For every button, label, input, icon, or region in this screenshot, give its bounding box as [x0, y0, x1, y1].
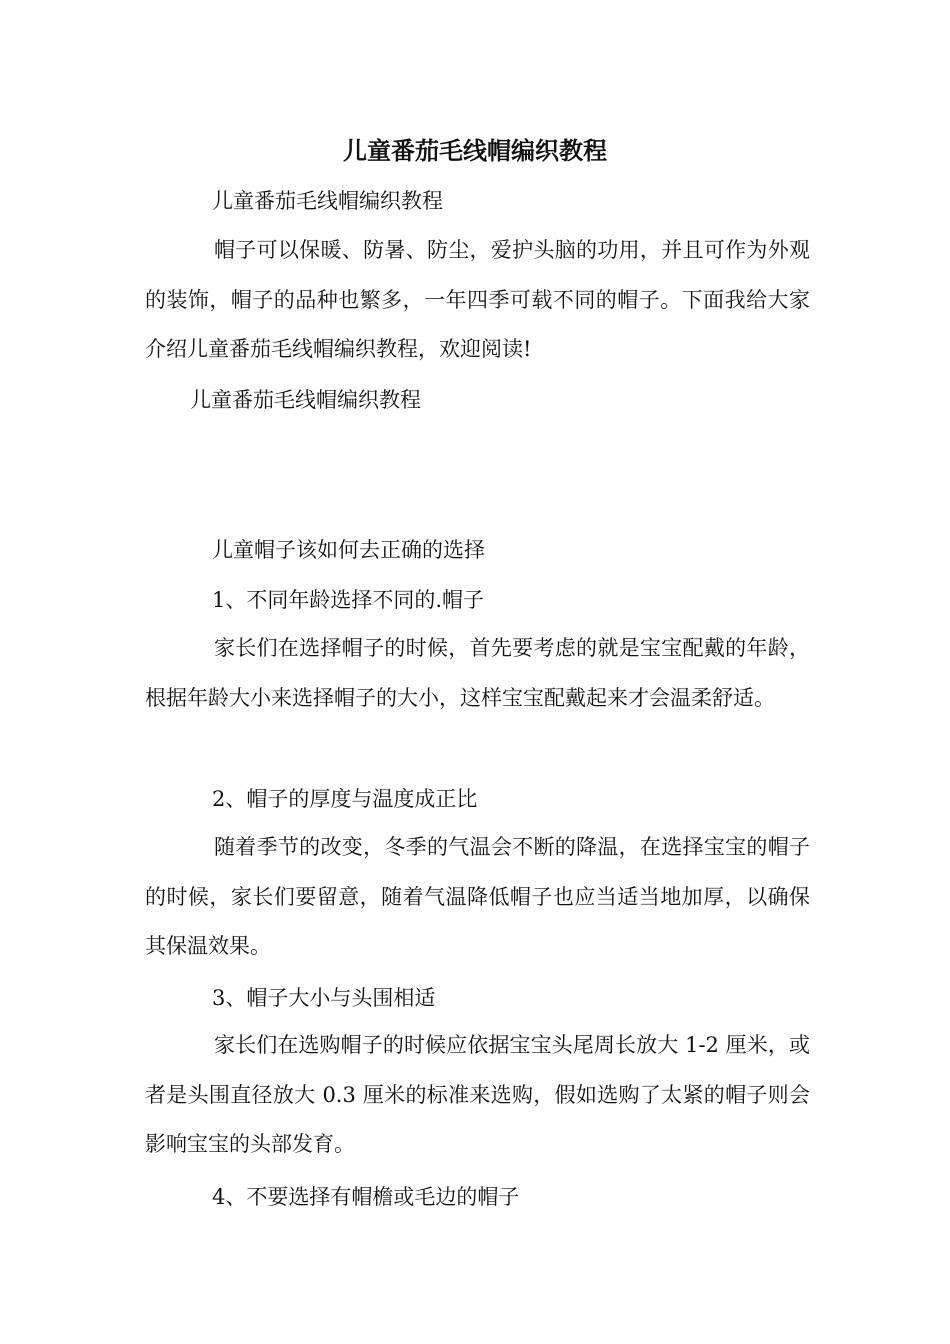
item-2-heading: 2、帽子的厚度与温度成正比 [212, 787, 478, 811]
item-3-body: 家长们在选购帽子的时候应依据宝宝头尾周长放大 1-2 厘米，或者是头围直径放大 0.3 厘米的标准来选购，假如选购了太紧的帽子则会影响宝宝的头部发育。 [145, 1033, 810, 1156]
subtitle-2: 儿童番茄毛线帽编织教程 [190, 388, 421, 412]
item-3-heading: 3、帽子大小与头围相适 [212, 986, 436, 1010]
document-title: 儿童番茄毛线帽编织教程 [343, 137, 607, 165]
intro-paragraph: 帽子可以保暖、防暑、防尘，爱护头脑的功用，并且可作为外观的装饰，帽子的品种也繁多，一年四季可载不同的帽子。下面我给大家介绍儿童番茄毛线帽编织教程，欢迎阅读! [145, 238, 810, 361]
item-4-heading: 4、不要选择有帽檐或毛边的帽子 [212, 1185, 520, 1209]
section-heading: 儿童帽子该如何去正确的选择 [212, 538, 485, 562]
item-1-body: 家长们在选择帽子的时候，首先要考虑的就是宝宝配戴的年龄，根据年龄大小来选择帽子的大小，这样宝宝配戴起来才会温柔舒适。 [145, 636, 810, 710]
subtitle: 儿童番茄毛线帽编织教程 [212, 189, 443, 213]
item-1-heading: 1、不同年龄选择不同的.帽子 [212, 588, 485, 612]
item-2-body: 随着季节的改变，冬季的气温会不断的降温，在选择宝宝的帽子的时候，家长们要留意，随着气温降低帽子也应当适当地加厚，以确保其保温效果。 [145, 835, 810, 958]
